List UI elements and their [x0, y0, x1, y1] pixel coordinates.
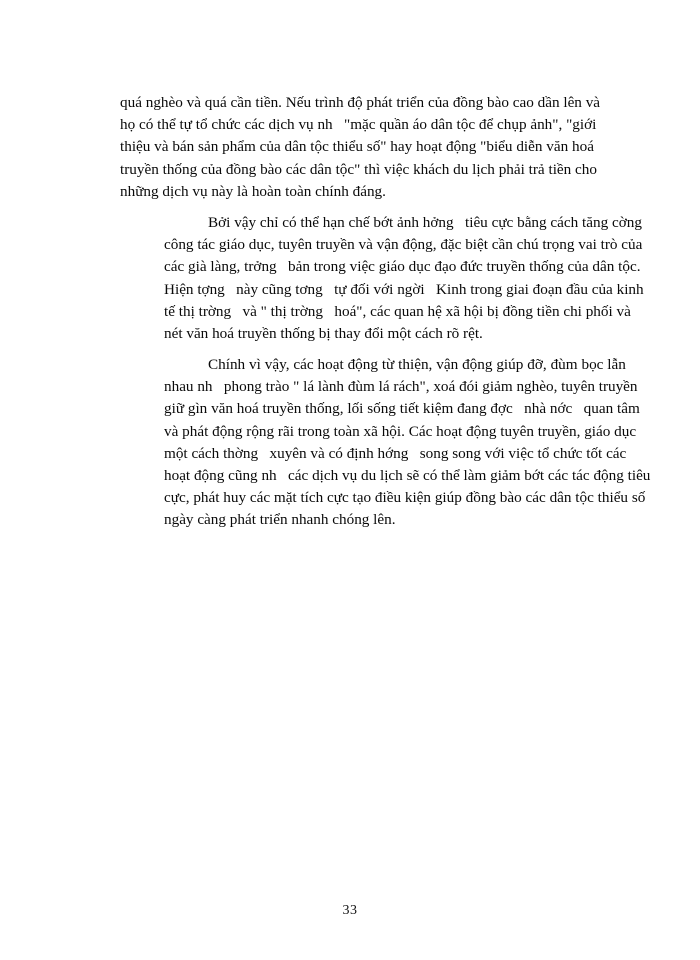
text-line: truyền thống của đồng bào các dân tộc" thì việc khách du lịch phải trả tiền cho [120, 160, 597, 178]
paragraph-3 [120, 354, 651, 532]
text-line: các già làng, trởng bản trong việc giáo dục đạo đức truyền thống của dân tộc. [164, 258, 641, 276]
text-line: một cách thờng xuyên và có định hớng song song với việc tổ chức tốt các [164, 444, 627, 462]
paragraph-1 [120, 92, 601, 203]
text-line: Hiện tợng này cũng tơng tự đối với ngời Kinh trong giai đoạn đầu của kinh [164, 280, 644, 298]
paragraph-2 [120, 212, 644, 345]
text-line: giữ gìn văn hoá truyền thống, lối sống tiết kiệm đang đợc nhà nớc quan tâm [164, 400, 640, 418]
text-line: nét văn hoá truyền thống bị thay đổi một cách rõ rệt. [164, 324, 483, 342]
text-line: những dịch vụ này là hoàn toàn chính đáng. [120, 182, 386, 200]
text-line: quá nghèo và quá cần tiền. Nếu trình độ phát triển của đồng bào cao dần lên và [120, 94, 601, 111]
text-line: nhau nh phong trào " lá lành đùm lá rách", xoá đói giảm nghèo, tuyên truyền [164, 378, 638, 396]
text-line: Chính vì vậy, các hoạt động từ thiện, vận động giúp đỡ, đùm bọc lẫn [208, 356, 626, 374]
page-number: 33 [342, 903, 358, 918]
text-line: cực, phát huy các mặt tích cực tạo điều kiện giúp đồng bào các dân tộc thiểu số [164, 489, 646, 507]
text-line: ngày càng phát triển nhanh chóng lên. [164, 511, 396, 529]
text-line: và phát động rộng rãi trong toàn xã hội. Các hoạt động tuyên truyền, giáo dục [164, 422, 637, 440]
document-text-body [120, 92, 651, 541]
text-line: hoạt động cũng nh các dịch vụ du lịch sẽ có thể làm giảm bớt các tác động tiêu [164, 467, 651, 484]
text-line: tế thị trờng và " thị trờng hoá", các quan hệ xã hội bị đồng tiền chi phối và [164, 302, 631, 320]
text-line: thiệu và bán sản phẩm của dân tộc thiểu số" hay hoạt động "biểu diễn văn hoá [120, 138, 594, 156]
text-line: công tác giáo dục, tuyên truyền và vận động, đặc biệt cần chú trọng vai trò của [164, 236, 643, 254]
text-line: họ có thể tự tổ chức các dịch vụ nh "mặc quần áo dân tộc để chụp ảnh", "giới [120, 116, 597, 134]
text-line: Bởi vậy chỉ có thể hạn chế bớt ảnh hởng tiêu cực bằng cách tăng cờng [208, 213, 642, 231]
